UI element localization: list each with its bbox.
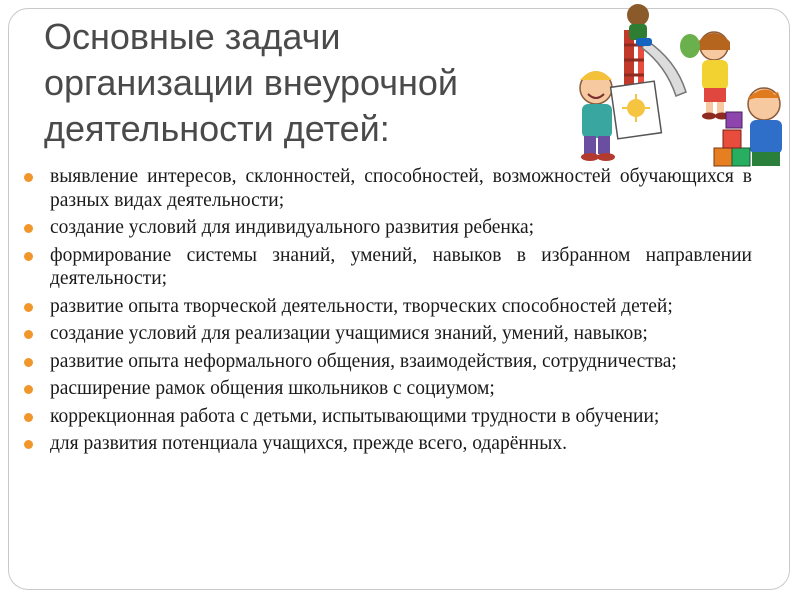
kid-with-drawing bbox=[580, 71, 661, 161]
list-item: развитие опыта неформального общения, взаимодействия, сотрудничества; bbox=[18, 350, 752, 374]
title-line-3: деятельности детей: bbox=[44, 108, 390, 149]
list-item: коррекционная работа с детьми, испытывающими трудности в обучении; bbox=[18, 405, 752, 429]
girl-with-toy bbox=[680, 32, 730, 120]
children-playing-clipart bbox=[566, 0, 794, 182]
bullet-icon bbox=[24, 385, 33, 394]
bullet-icon bbox=[24, 252, 33, 261]
title-line-2: организации внеурочной bbox=[44, 62, 458, 103]
bullet-icon bbox=[24, 440, 33, 449]
title-line-1: Основные задачи bbox=[44, 16, 341, 57]
list-item: создание условий для индивидуального развития ребенка; bbox=[18, 216, 752, 240]
list-item: развитие опыта творческой деятельности, творческих способностей детей; bbox=[18, 295, 752, 319]
bullet-icon bbox=[24, 358, 33, 367]
list-item: создание условий для реализации учащимися знаний, умений, навыков; bbox=[18, 322, 752, 346]
slide-title bbox=[44, 14, 514, 152]
bullet-icon bbox=[24, 330, 33, 339]
bullet-icon bbox=[24, 224, 33, 233]
list-item: для развития потенциала учащихся, прежде всего, одарённых. bbox=[18, 432, 752, 456]
task-list bbox=[18, 165, 752, 460]
list-item: расширение рамок общения школьников с социумом; bbox=[18, 377, 752, 401]
list-item: формирование системы знаний, умений, навыков в избранном направлении деятельности; bbox=[18, 244, 752, 291]
bullet-icon bbox=[24, 413, 33, 422]
bullet-icon bbox=[24, 303, 33, 312]
bullet-icon bbox=[24, 173, 33, 182]
list-item: выявление интересов, склонностей, способностей, возможностей обучающихся в разных видах деятельности; bbox=[18, 165, 752, 212]
